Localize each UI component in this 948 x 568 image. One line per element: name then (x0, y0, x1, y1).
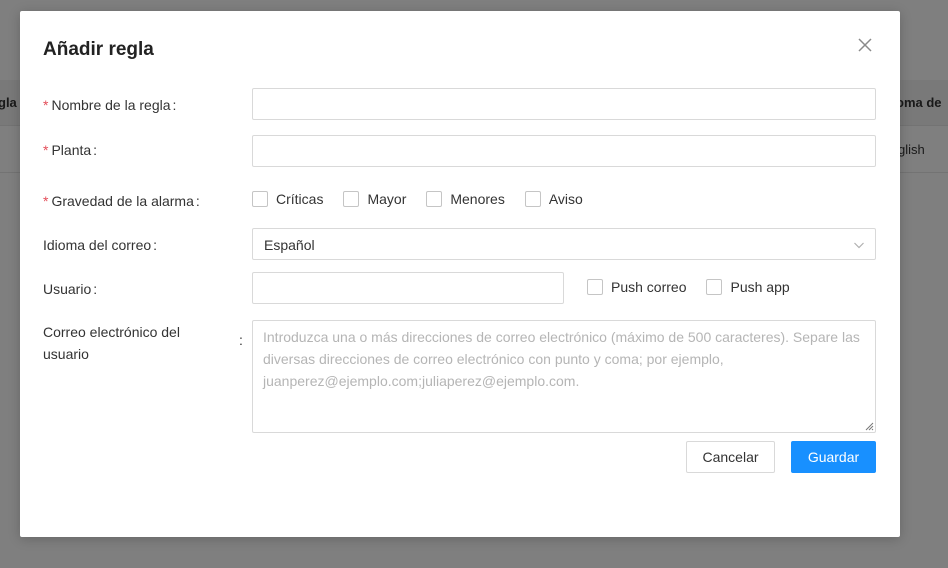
user-label (43, 281, 97, 297)
checkbox-label: Menores (450, 191, 505, 207)
push-options-group (587, 279, 810, 295)
user-label-text: Usuario (43, 281, 92, 297)
checkbox-label: Críticas (276, 191, 324, 207)
label-colon: : (93, 142, 98, 158)
label-colon: : (172, 97, 177, 113)
push-email-option[interactable] (587, 279, 686, 295)
user-email-textarea[interactable] (252, 320, 876, 433)
severity-option-mayor[interactable] (343, 191, 406, 207)
checkbox[interactable] (426, 191, 442, 207)
checkbox-label: Aviso (548, 191, 583, 207)
severity-option-aviso[interactable] (525, 191, 583, 207)
severity-option-menores[interactable] (426, 191, 504, 207)
label-colon: : (239, 332, 243, 348)
plant-input[interactable] (252, 135, 876, 167)
language-selected-value: Español (264, 237, 315, 253)
rule-name-label-text: Nombre de la regla (51, 97, 171, 113)
language-select[interactable] (252, 228, 876, 260)
label-colon: : (93, 281, 98, 297)
dialog-title: Añadir regla (43, 39, 154, 60)
add-rule-dialog (20, 11, 900, 537)
chevron-down-icon (853, 239, 865, 251)
checkbox-label: Mayor (367, 191, 407, 207)
close-button[interactable] (855, 35, 875, 55)
label-colon: : (153, 237, 158, 253)
language-label (43, 237, 157, 253)
checkbox-label: Push correo (611, 279, 687, 295)
checkbox[interactable] (587, 279, 603, 295)
severity-option-criticas[interactable] (252, 191, 323, 207)
checkbox[interactable] (706, 279, 722, 295)
user-email-label: Correo electrónico del usuario (43, 324, 180, 362)
save-button[interactable]: Guardar (791, 441, 876, 473)
cancel-button[interactable]: Cancelar (686, 441, 775, 473)
required-mark: * (43, 193, 49, 209)
rule-name-input[interactable] (252, 88, 876, 120)
severity-label-text: Gravedad de la alarma (51, 193, 194, 209)
push-app-option[interactable] (706, 279, 789, 295)
rule-name-label (43, 97, 176, 113)
severity-checkbox-group (252, 191, 603, 207)
resize-handle-icon[interactable] (864, 421, 874, 431)
checkbox[interactable] (252, 191, 268, 207)
language-label-text: Idioma del correo (43, 237, 152, 253)
close-icon (855, 35, 875, 55)
checkbox[interactable] (343, 191, 359, 207)
plant-label-text: Planta (51, 142, 92, 158)
severity-label (43, 193, 200, 209)
required-mark: * (43, 97, 49, 113)
plant-label (43, 142, 97, 158)
email-placeholder: Introduzca una o más direcciones de correo electrónico (máximo de 500 caracteres). Separe las diversas direcciones de correo electrónico con punto y coma; por ejemplo, juanperez@ejemplo.com;juliaperez@ejemplo.com. (263, 329, 860, 389)
required-mark: * (43, 142, 49, 158)
checkbox-label: Push app (730, 279, 790, 295)
checkbox[interactable] (525, 191, 541, 207)
label-colon: : (195, 193, 200, 209)
user-input[interactable] (252, 272, 564, 304)
